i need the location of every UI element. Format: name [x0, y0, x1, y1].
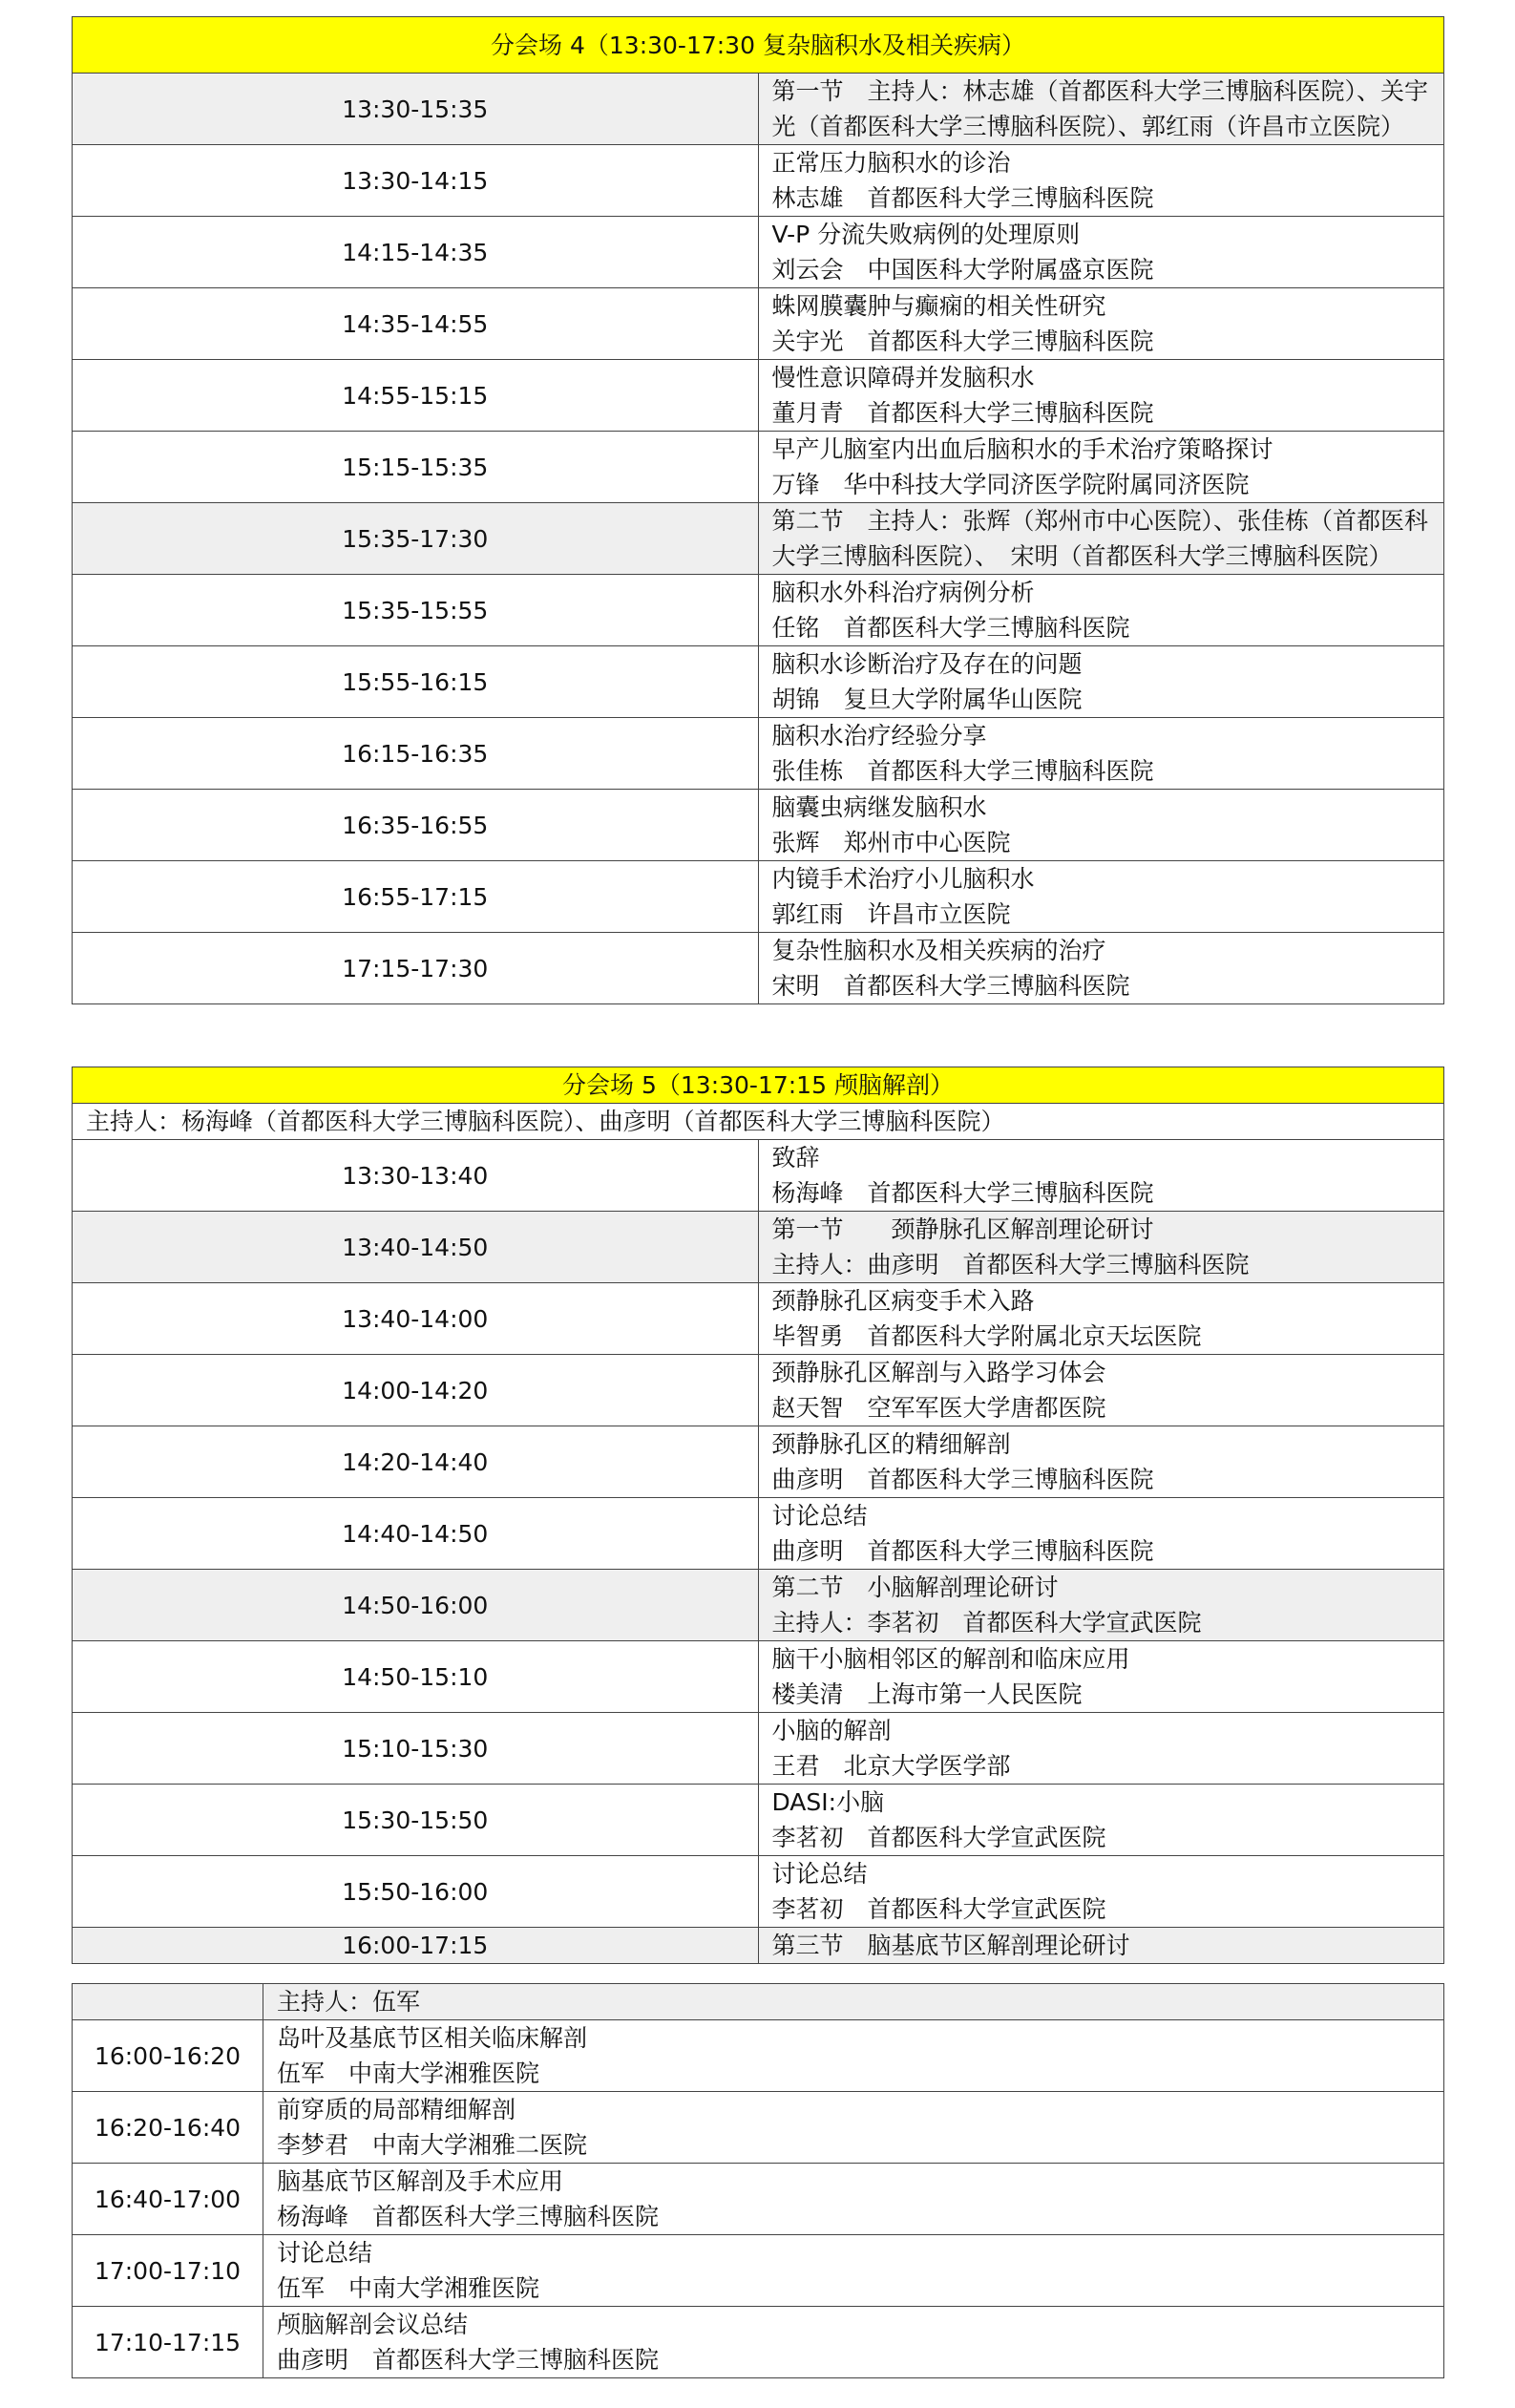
- speaker-affiliation: 林志雄 首都医科大学三博脑科医院: [771, 184, 1154, 212]
- speaker-affiliation: 董月青 首都医科大学三博脑科医院: [771, 399, 1154, 427]
- session-5-cont-row: [73, 1984, 1444, 2020]
- speaker-affiliation: 毕智勇 首都医科大学附属北京天坛医院: [771, 1322, 1202, 1350]
- session-detail: [758, 718, 1444, 790]
- time-slot: 16:15-16:35: [73, 718, 759, 790]
- speaker-affiliation: 杨海峰 首都医科大学三博脑科医院: [771, 1179, 1154, 1207]
- talk-title: 早产儿脑室内出血后脑积水的手术治疗策略探讨: [771, 435, 1273, 463]
- speaker-affiliation: 伍军 中南大学湘雅医院: [277, 2059, 540, 2087]
- session-5-row: [73, 1355, 1444, 1426]
- time-slot: 15:35-17:30: [73, 503, 759, 575]
- session-4-row: [73, 217, 1444, 288]
- session-detail: [758, 1498, 1444, 1570]
- talk-title: 蛛网膜囊肿与癫痫的相关性研究: [771, 292, 1106, 320]
- session-5-row: [73, 1641, 1444, 1713]
- session-detail: [758, 1928, 1444, 1964]
- time-slot: 14:00-14:20: [73, 1355, 759, 1426]
- speaker-affiliation: 主持人：李茗初 首都医科大学宣武医院: [771, 1609, 1202, 1637]
- speaker-affiliation: 张佳栋 首都医科大学三博脑科医院: [771, 757, 1154, 785]
- session-detail: [263, 2020, 1444, 2092]
- time-slot: 16:20-16:40: [73, 2092, 263, 2164]
- session-4-row: [73, 288, 1444, 360]
- talk-title: 脑积水外科治疗病例分析: [771, 579, 1035, 606]
- talk-title: 讨论总结: [771, 1502, 868, 1530]
- talk-title: 颈静脉孔区的精细解剖: [771, 1430, 1011, 1458]
- time-slot: 13:30-13:40: [73, 1140, 759, 1212]
- speaker-affiliation: 杨海峰 首都医科大学三博脑科医院: [277, 2203, 660, 2230]
- session-detail: [758, 74, 1444, 145]
- session-detail: [758, 790, 1444, 861]
- time-slot: 13:40-14:50: [73, 1212, 759, 1283]
- session-5-continued-table: [72, 1983, 1444, 2378]
- talk-title: 岛叶及基底节区相关临床解剖: [277, 2024, 588, 2052]
- session-5-row: [73, 1856, 1444, 1928]
- session-4-rows: [73, 74, 1444, 1004]
- time-slot: 13:30-14:15: [73, 145, 759, 217]
- talk-title: 颈静脉孔区病变手术入路: [771, 1287, 1035, 1315]
- time-slot: 15:55-16:15: [73, 646, 759, 718]
- session-5-hosts: 主持人：杨海峰（首都医科大学三博脑科医院）、曲彦明（首都医科大学三博脑科医院）: [73, 1104, 1444, 1140]
- time-slot: 16:55-17:15: [73, 861, 759, 933]
- speaker-affiliation: 曲彦明 首都医科大学三博脑科医院: [277, 2346, 660, 2374]
- talk-title: DASI:小脑: [771, 1788, 885, 1816]
- section-host-info: 第三节 脑基底节区解剖理论研讨: [771, 1932, 1130, 1959]
- session-5-rows: [73, 1140, 1444, 1964]
- session-4-row: [73, 432, 1444, 503]
- time-slot: 16:00-16:20: [73, 2020, 263, 2092]
- session-detail: [758, 1212, 1444, 1283]
- session-detail: [758, 1140, 1444, 1212]
- session-detail: [758, 1856, 1444, 1928]
- talk-title: 致辞: [771, 1144, 820, 1172]
- session-detail: [758, 646, 1444, 718]
- time-slot: 17:00-17:10: [73, 2235, 263, 2307]
- speaker-affiliation: 赵天智 空军军医大学唐都医院: [771, 1394, 1106, 1422]
- session-4-row: [73, 503, 1444, 575]
- talk-title: 颈静脉孔区解剖与入路学习体会: [771, 1359, 1106, 1386]
- time-slot: 15:35-15:55: [73, 575, 759, 646]
- session-detail: [263, 2235, 1444, 2307]
- time-slot: 13:40-14:00: [73, 1283, 759, 1355]
- session-4-row: [73, 933, 1444, 1004]
- time-slot: 14:20-14:40: [73, 1426, 759, 1498]
- time-slot: 17:10-17:15: [73, 2307, 263, 2378]
- session-4-row: [73, 861, 1444, 933]
- session-5-cont-row: [73, 2164, 1444, 2235]
- session-detail: [758, 933, 1444, 1004]
- speaker-affiliation: 王君 北京大学医学部: [771, 1752, 1011, 1780]
- speaker-affiliation: 李梦君 中南大学湘雅二医院: [277, 2131, 588, 2159]
- section-host-info: 第二节 主持人：张辉（郑州市中心医院）、张佳栋（首都医科大学三博脑科医院）、 宋明（首都医科大学三博脑科医院）: [771, 507, 1429, 570]
- talk-title: 第二节 小脑解剖理论研讨: [771, 1574, 1059, 1601]
- session-detail: [758, 575, 1444, 646]
- speaker-affiliation: 曲彦明 首都医科大学三博脑科医院: [771, 1537, 1154, 1565]
- session-detail: [263, 2092, 1444, 2164]
- talk-title: 脑干小脑相邻区的解剖和临床应用: [771, 1645, 1130, 1673]
- talk-title: 讨论总结: [277, 2239, 373, 2267]
- time-slot: 13:30-15:35: [73, 74, 759, 145]
- speaker-affiliation: 郭红雨 许昌市立医院: [771, 900, 1011, 928]
- talk-title: 脑基底节区解剖及手术应用: [277, 2167, 564, 2195]
- time-slot: 14:15-14:35: [73, 217, 759, 288]
- session-4-row: [73, 575, 1444, 646]
- talk-title: 讨论总结: [771, 1860, 868, 1888]
- session-5-table: [72, 1067, 1444, 1964]
- session-5-cont-row: [73, 2092, 1444, 2164]
- section-host-info: 第一节 主持人：林志雄（首都医科大学三博脑科医院）、关宇光（首都医科大学三博脑科医院）、郭红雨（许昌市立医院）: [771, 77, 1429, 140]
- time-slot: 14:50-15:10: [73, 1641, 759, 1713]
- speaker-affiliation: 张辉 郑州市中心医院: [771, 829, 1011, 856]
- session-4-row: [73, 790, 1444, 861]
- session-5-row: [73, 1283, 1444, 1355]
- time-slot: 14:40-14:50: [73, 1498, 759, 1570]
- session-detail: [758, 1570, 1444, 1641]
- session-5-row: [73, 1140, 1444, 1212]
- session-4-row: [73, 74, 1444, 145]
- talk-title: V-P 分流失败病例的处理原则: [771, 221, 1081, 248]
- speaker-affiliation: 曲彦明 首都医科大学三博脑科医院: [771, 1466, 1154, 1493]
- session-5-row: [73, 1426, 1444, 1498]
- session-5-row: [73, 1212, 1444, 1283]
- session-4-header-row: [73, 17, 1444, 74]
- session-detail: [758, 217, 1444, 288]
- time-slot: 16:00-17:15: [73, 1928, 759, 1964]
- session-detail: [758, 1355, 1444, 1426]
- speaker-affiliation: 李茗初 首都医科大学宣武医院: [771, 1824, 1106, 1851]
- session-detail: [758, 503, 1444, 575]
- session-detail: [758, 1713, 1444, 1785]
- speaker-affiliation: 主持人：曲彦明 首都医科大学三博脑科医院: [771, 1251, 1250, 1278]
- time-slot: 15:15-15:35: [73, 432, 759, 503]
- speaker-affiliation: 胡锦 复旦大学附属华山医院: [771, 686, 1083, 713]
- session-detail: [758, 1283, 1444, 1355]
- time-slot: 14:35-14:55: [73, 288, 759, 360]
- session-5-cont-row: [73, 2307, 1444, 2378]
- session-detail: [758, 1641, 1444, 1713]
- speaker-affiliation: 李茗初 首都医科大学宣武医院: [771, 1895, 1106, 1923]
- session-4-row: [73, 145, 1444, 217]
- talk-title: 复杂性脑积水及相关疾病的治疗: [771, 937, 1106, 964]
- time-slot: 15:50-16:00: [73, 1856, 759, 1928]
- session-4-row: [73, 718, 1444, 790]
- speaker-affiliation: 伍军 中南大学湘雅医院: [277, 2274, 540, 2302]
- session-4-table: [72, 16, 1444, 1004]
- time-slot: 16:40-17:00: [73, 2164, 263, 2235]
- session-4-row: [73, 360, 1444, 432]
- session-4-title: 分会场 4（13:30-17:30 复杂脑积水及相关疾病）: [73, 17, 1444, 74]
- talk-title: 前穿质的局部精细解剖: [277, 2096, 516, 2123]
- speaker-affiliation: 任铭 首都医科大学三博脑科医院: [771, 614, 1130, 642]
- session-detail: [758, 1785, 1444, 1856]
- session-5-row: [73, 1785, 1444, 1856]
- talk-title: 小脑的解剖: [771, 1717, 892, 1744]
- talk-title: 脑积水治疗经验分享: [771, 722, 987, 750]
- time-slot: 14:50-16:00: [73, 1570, 759, 1641]
- speaker-affiliation: 关宇光 首都医科大学三博脑科医院: [771, 327, 1154, 355]
- speaker-affiliation: 楼美清 上海市第一人民医院: [771, 1680, 1083, 1708]
- session-detail: [758, 432, 1444, 503]
- session-5-row: [73, 1928, 1444, 1964]
- time-slot: 15:30-15:50: [73, 1785, 759, 1856]
- session-detail: [758, 288, 1444, 360]
- section-host-info: 主持人：伍军: [277, 1988, 421, 2016]
- talk-title: 脑积水诊断治疗及存在的问题: [771, 650, 1083, 678]
- session-detail: [263, 1984, 1444, 2020]
- speaker-affiliation: 刘云会 中国医科大学附属盛京医院: [771, 256, 1154, 284]
- session-detail: [758, 1426, 1444, 1498]
- session-5-row: [73, 1713, 1444, 1785]
- session-5-header-row: [73, 1067, 1444, 1104]
- session-detail: [758, 861, 1444, 933]
- time-slot: 14:55-15:15: [73, 360, 759, 432]
- session-detail: [758, 145, 1444, 217]
- session-5-cont-row: [73, 2235, 1444, 2307]
- session-detail: [758, 360, 1444, 432]
- time-slot: [73, 1984, 263, 2020]
- talk-title: 第一节 颈静脉孔区解剖理论研讨: [771, 1215, 1154, 1243]
- session-5-hosts-row: [73, 1104, 1444, 1140]
- session-5-continued-rows: [73, 1984, 1444, 2378]
- speaker-affiliation: 万锋 华中科技大学同济医学院附属同济医院: [771, 471, 1250, 498]
- session-5-title: 分会场 5（13:30-17:15 颅脑解剖）: [73, 1067, 1444, 1104]
- talk-title: 慢性意识障碍并发脑积水: [771, 364, 1035, 391]
- talk-title: 正常压力脑积水的诊治: [771, 149, 1011, 177]
- session-detail: [263, 2164, 1444, 2235]
- session-5-cont-row: [73, 2020, 1444, 2092]
- session-4-row: [73, 646, 1444, 718]
- session-5-row: [73, 1498, 1444, 1570]
- speaker-affiliation: 宋明 首都医科大学三博脑科医院: [771, 972, 1130, 1000]
- talk-title: 脑囊虫病继发脑积水: [771, 793, 987, 821]
- session-5-row: [73, 1570, 1444, 1641]
- session-detail: [263, 2307, 1444, 2378]
- time-slot: 17:15-17:30: [73, 933, 759, 1004]
- time-slot: 16:35-16:55: [73, 790, 759, 861]
- talk-title: 内镜手术治疗小儿脑积水: [771, 865, 1035, 893]
- time-slot: 15:10-15:30: [73, 1713, 759, 1785]
- talk-title: 颅脑解剖会议总结: [277, 2311, 469, 2338]
